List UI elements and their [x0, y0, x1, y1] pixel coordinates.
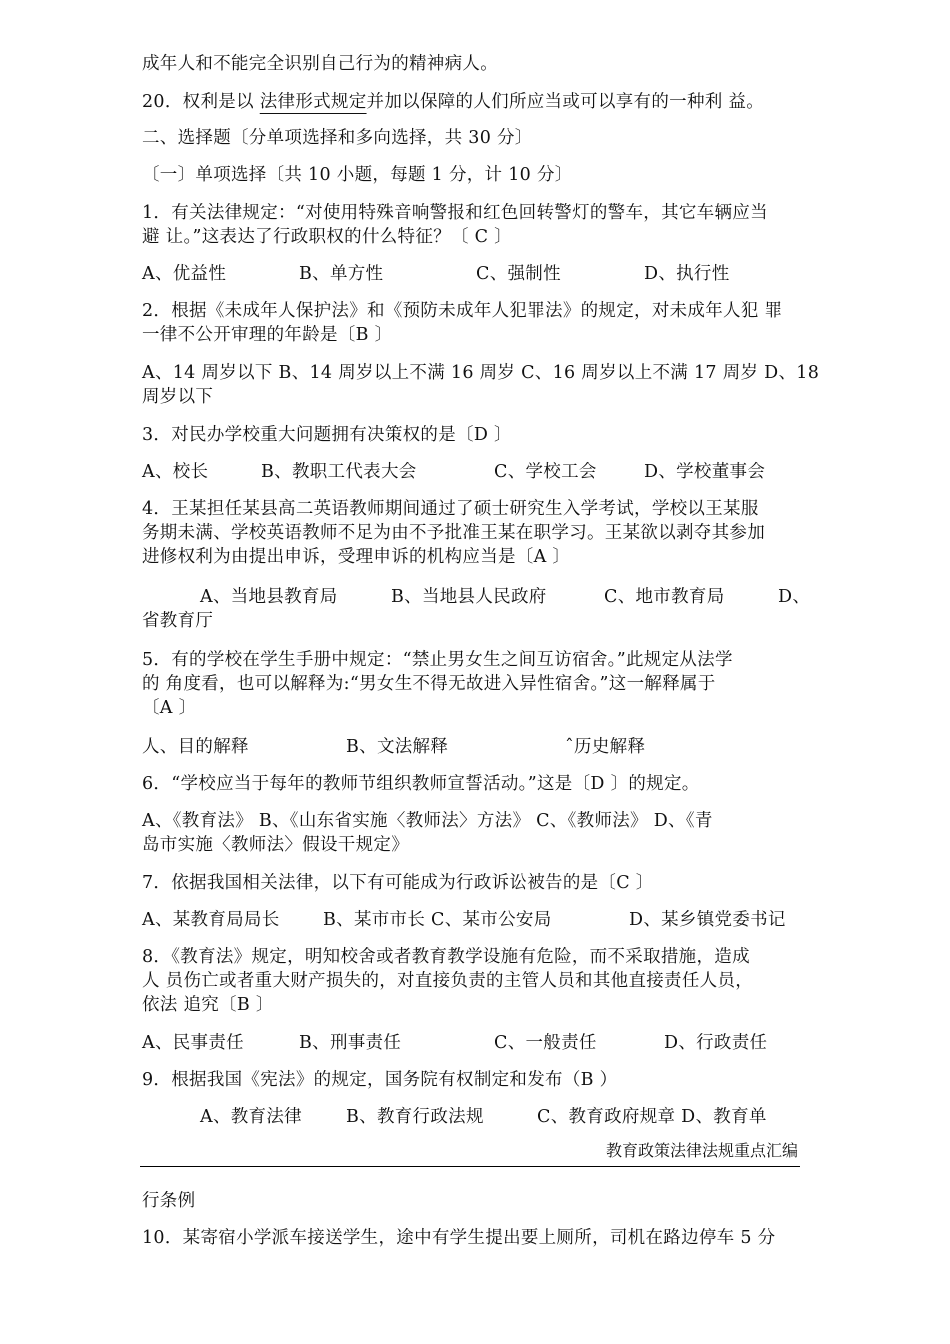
option: B、文法解释 [346, 737, 449, 757]
option: B、教育行政法规 [346, 1107, 484, 1127]
question-1-line-2: 避 让。”这表达了行政职权的什么特征？〔 C 〕 [142, 227, 512, 247]
option: 人、目的解释 [142, 737, 249, 757]
question-8-line-1: 8．《教育法》规定，明知校舍或者教育教学设施有危险，而不采取措施，造成 [142, 947, 750, 967]
page-footer-title: 教育政策法律法规重点汇编 [605, 1141, 798, 1160]
section-heading: 二、选择题〔分单项选择和多向选择，共 30 分〕 [142, 128, 533, 148]
q20-prefix: 20．权利是以 [142, 92, 260, 112]
option: B、刑事责任 [299, 1033, 402, 1053]
question-1-line-1: 1．有关法律规定：“对使用特殊音响警报和红色回转警灯的警车，其它车辆应当 [142, 203, 768, 223]
option: ˆ历史解释 [565, 737, 646, 757]
option: B、教职工代表大会 [261, 462, 417, 482]
question-6: 6．“学校应当于每年的教师节组织教师宣誓活动。”这是〔D 〕的规定。 [142, 774, 700, 794]
option: D、执行性 [644, 264, 730, 284]
question-6-options-line-1: A、《教育法》 B、《山东省实施〈教师法〉方法》 C、《教师法》 D、《青 [142, 811, 713, 831]
option: B、某市市长 C、某市公安局 [323, 910, 552, 930]
question-4-option-continued: 省教育厅 [142, 611, 214, 631]
option: B、单方性 [299, 264, 384, 284]
question-5-line-3: 〔A 〕 [142, 698, 197, 718]
option: D、某乡镇党委书记 [629, 910, 786, 930]
option: D、学校董事会 [644, 462, 766, 482]
option: D、 [778, 587, 811, 607]
question-7: 7．依据我国相关法律，以下有可能成为行政诉讼被告的是〔C 〕 [142, 873, 654, 893]
option: C、学校工会 [494, 462, 597, 482]
option: A、优益性 [142, 264, 227, 284]
option: A、某教育局局长 [142, 910, 280, 930]
option: C、地市教育局 [604, 587, 725, 607]
question-2-line-2: 一律不公开审理的年龄是〔B 〕 [142, 325, 393, 345]
question-20 [142, 90, 764, 114]
q20-underlined-answer: 法律形式规定 [259, 92, 367, 112]
question-8-line-2: 人 员伤亡或者重大财产损失的，对直接负责的主管人员和其他直接责任人员， [142, 971, 754, 991]
question-9: 9．根据我国《宪法》的规定，国务院有权制定和发布（B ） [142, 1070, 618, 1090]
question-8-line-3: 依法 追究〔B 〕 [142, 995, 274, 1015]
question-4-line-1: 4．王某担任某县高二英语教师期间通过了硕士研究生入学考试，学校以王某服 [142, 499, 759, 519]
question-5-line-2: 的 角度看，也可以解释为:“男女生不得无故进入异性宿舍。”这一解释属于 [142, 674, 716, 694]
option: C、教育政府规章 D、教育单 [537, 1107, 767, 1127]
text-line: 成年人和不能完全识别自己行为的精神病人。 [142, 54, 498, 74]
option: A、教育法律 [200, 1107, 302, 1127]
subsection-heading: 〔一〕单项选择〔共 10 小题，每题 1 分，计 10 分〕 [142, 165, 573, 185]
question-4-line-3: 进修权利为由提出申诉，受理申诉的机构应当是〔A 〕 [142, 547, 571, 567]
footer-divider [140, 1166, 800, 1167]
question-2-options-line-2: 周岁以下 [142, 387, 214, 407]
option: C、一般责任 [494, 1033, 597, 1053]
question-5-line-1: 5．有的学校在学生手册中规定：“禁止男女生之间互访宿舍。”此规定从法学 [142, 650, 733, 670]
question-10-line-1: 10．某寄宿小学派车接送学生，途中有学生提出要上厕所，司机在路边停车 5 分 [142, 1228, 776, 1248]
option: A、当地县教育局 [200, 587, 338, 607]
option: A、校长 [142, 462, 209, 482]
q20-suffix: 并加以保障的人们所应当或可以享有的一种利 益。 [366, 92, 765, 112]
question-2-line-1: 2．根据《未成年人保护法》和《预防未成年人犯罪法》的规定，对未成年人犯 罪 [142, 301, 783, 321]
question-3: 3．对民办学校重大问题拥有决策权的是〔D 〕 [142, 425, 512, 445]
question-2-options-line-1: A、14 周岁以下 B、14 周岁以上不满 16 周岁 C、16 周岁以上不满 17 周岁 D、18 [142, 363, 820, 383]
option: D、行政责任 [664, 1033, 768, 1053]
option: C、强制性 [476, 264, 561, 284]
question-4-line-2: 务期未满、学校英语教师不足为由不予批准王某在职学习。王某欲以剥夺其参加 [142, 523, 765, 543]
question-9-option-continued: 行条例 [142, 1191, 196, 1211]
option: B、当地县人民政府 [391, 587, 547, 607]
option: A、民事责任 [142, 1033, 244, 1053]
question-6-options-line-2: 岛市实施〈教师法〉假设干规定》 [142, 835, 409, 855]
